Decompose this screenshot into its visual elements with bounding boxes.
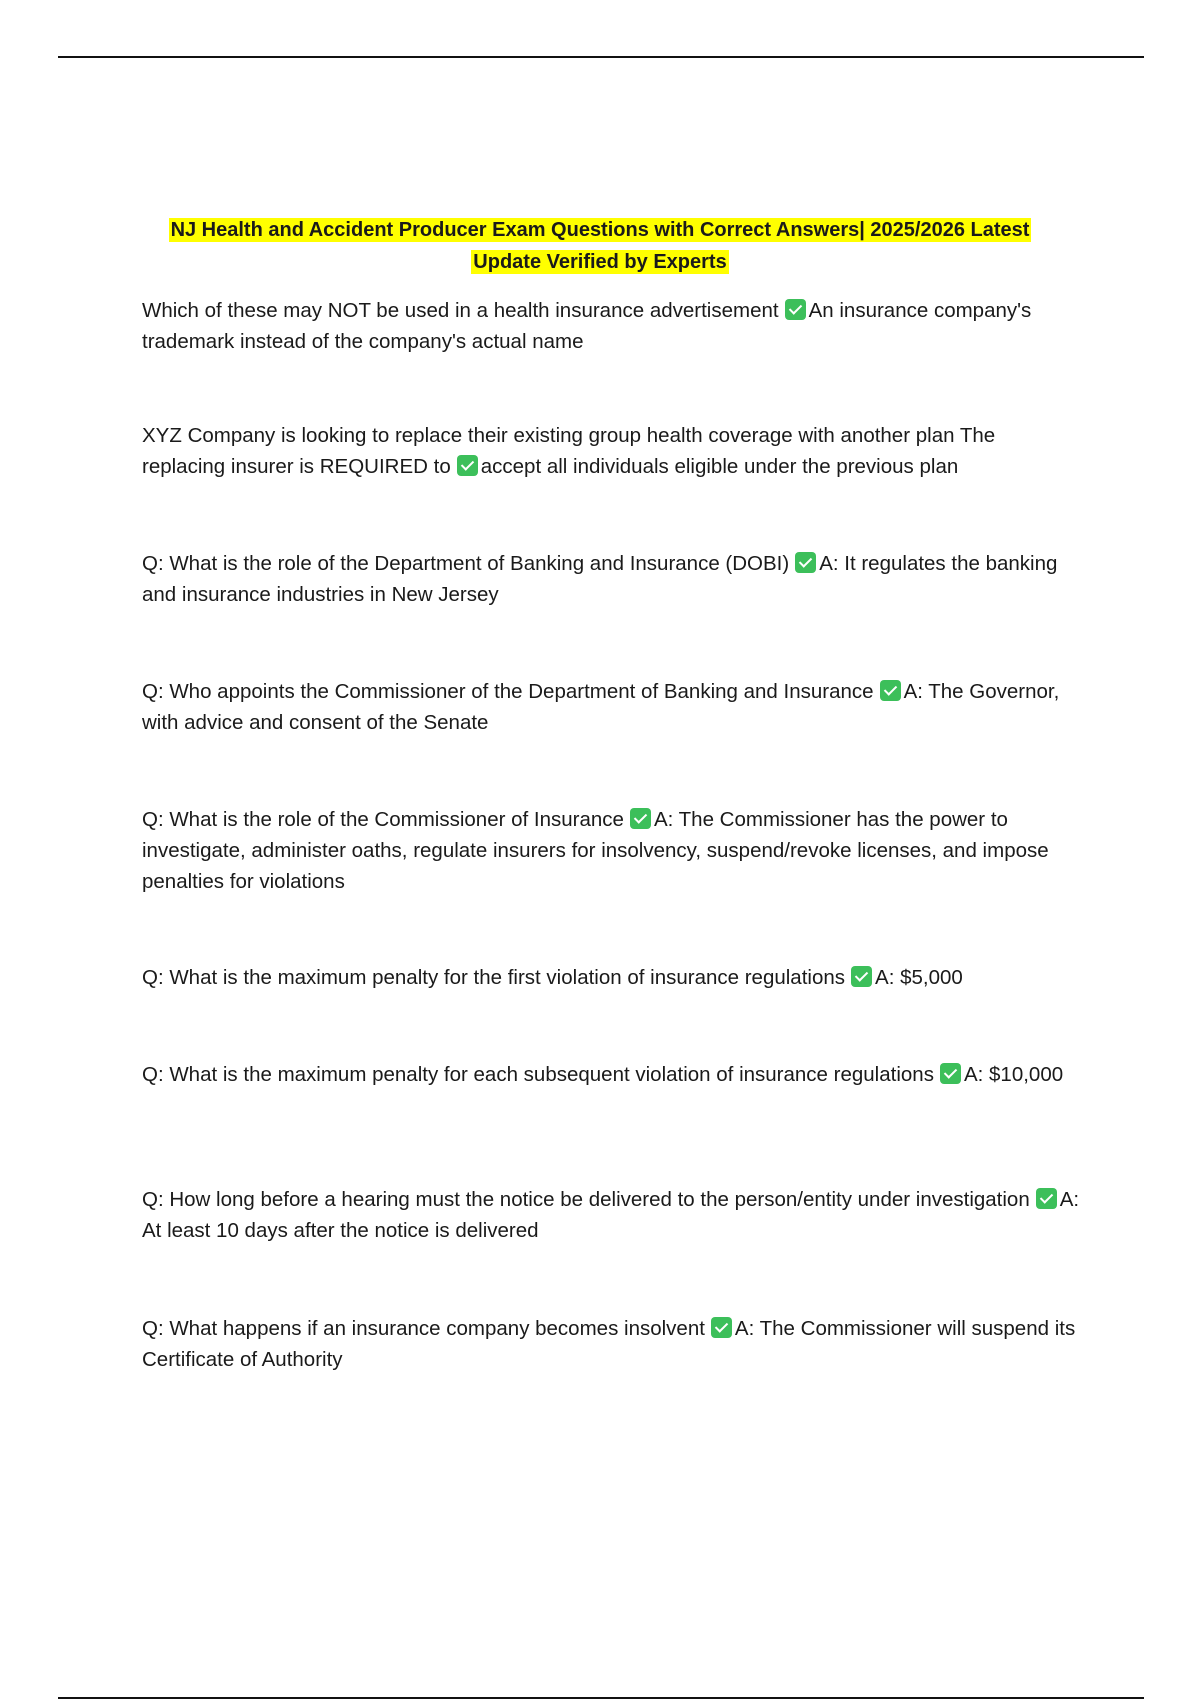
question-text: Q: What is the maximum penalty for each subsequent violation of insurance regulations	[142, 1063, 934, 1086]
qa-item-6	[142, 962, 1082, 993]
answer-text: accept all individuals eligible under the previous plan	[480, 455, 959, 478]
qa-item-4	[142, 676, 1082, 738]
check-mark-icon	[940, 1063, 961, 1084]
top-rule	[58, 56, 1144, 58]
bottom-rule	[58, 1697, 1144, 1699]
answer-text: A: The Commissioner will suspend its Certificate of Authority	[142, 1317, 1076, 1371]
question-text: Which of these may NOT be used in a health insurance advertisement	[142, 299, 779, 322]
question-text: Q: How long before a hearing must the notice be delivered to the person/entity under investigation	[142, 1188, 1030, 1211]
question-text: Q: What is the role of the Department of Banking and Insurance (DOBI)	[142, 552, 790, 575]
document-title-text: NJ Health and Accident Producer Exam Questions with Correct Answers| 2025/2026 Latest Update Verified by Experts	[170, 219, 1030, 273]
question-text: Q: What is the role of the Commissioner of Insurance	[142, 808, 624, 831]
answer-text: A: The Governor, with advice and consent of the Senate	[142, 680, 1060, 734]
check-mark-icon	[1036, 1188, 1057, 1209]
question-text: XYZ Company is looking to replace their existing group health coverage with another plan The replacing insurer is REQUIRED to	[142, 424, 996, 478]
qa-item-3	[142, 548, 1082, 610]
answer-text: A: $5,000	[875, 966, 963, 989]
answer-text: A: At least 10 days after the notice is delivered	[142, 1188, 1080, 1242]
check-mark-icon	[880, 680, 901, 701]
document-title	[140, 214, 1060, 278]
qa-item-5	[142, 804, 1082, 897]
check-mark-icon	[457, 455, 478, 476]
check-mark-icon	[630, 808, 651, 829]
qa-item-7	[142, 1059, 1082, 1090]
question-text: Q: What happens if an insurance company becomes insolvent	[142, 1317, 705, 1340]
question-text: Q: Who appoints the Commissioner of the Department of Banking and Insurance	[142, 680, 874, 703]
check-mark-icon	[795, 552, 816, 573]
check-mark-icon	[711, 1317, 732, 1338]
question-text: Q: What is the maximum penalty for the first violation of insurance regulations	[142, 966, 846, 989]
check-mark-icon	[851, 966, 872, 987]
check-mark-icon	[785, 299, 806, 320]
qa-item-8	[142, 1184, 1082, 1246]
answer-text: An insurance company's trademark instead of the company's actual name	[142, 299, 1032, 353]
qa-item-2	[142, 420, 1082, 482]
qa-item-9	[142, 1313, 1082, 1375]
answer-text: A: It regulates the banking and insurance industries in New Jersey	[142, 552, 1058, 606]
answer-text: A: The Commissioner has the power to investigate, administer oaths, regulate insurers for insolvency, suspend/revoke licenses, and impose penalties for violations	[142, 808, 1049, 893]
answer-text: A: $10,000	[963, 1063, 1064, 1086]
qa-item-1	[142, 295, 1082, 357]
